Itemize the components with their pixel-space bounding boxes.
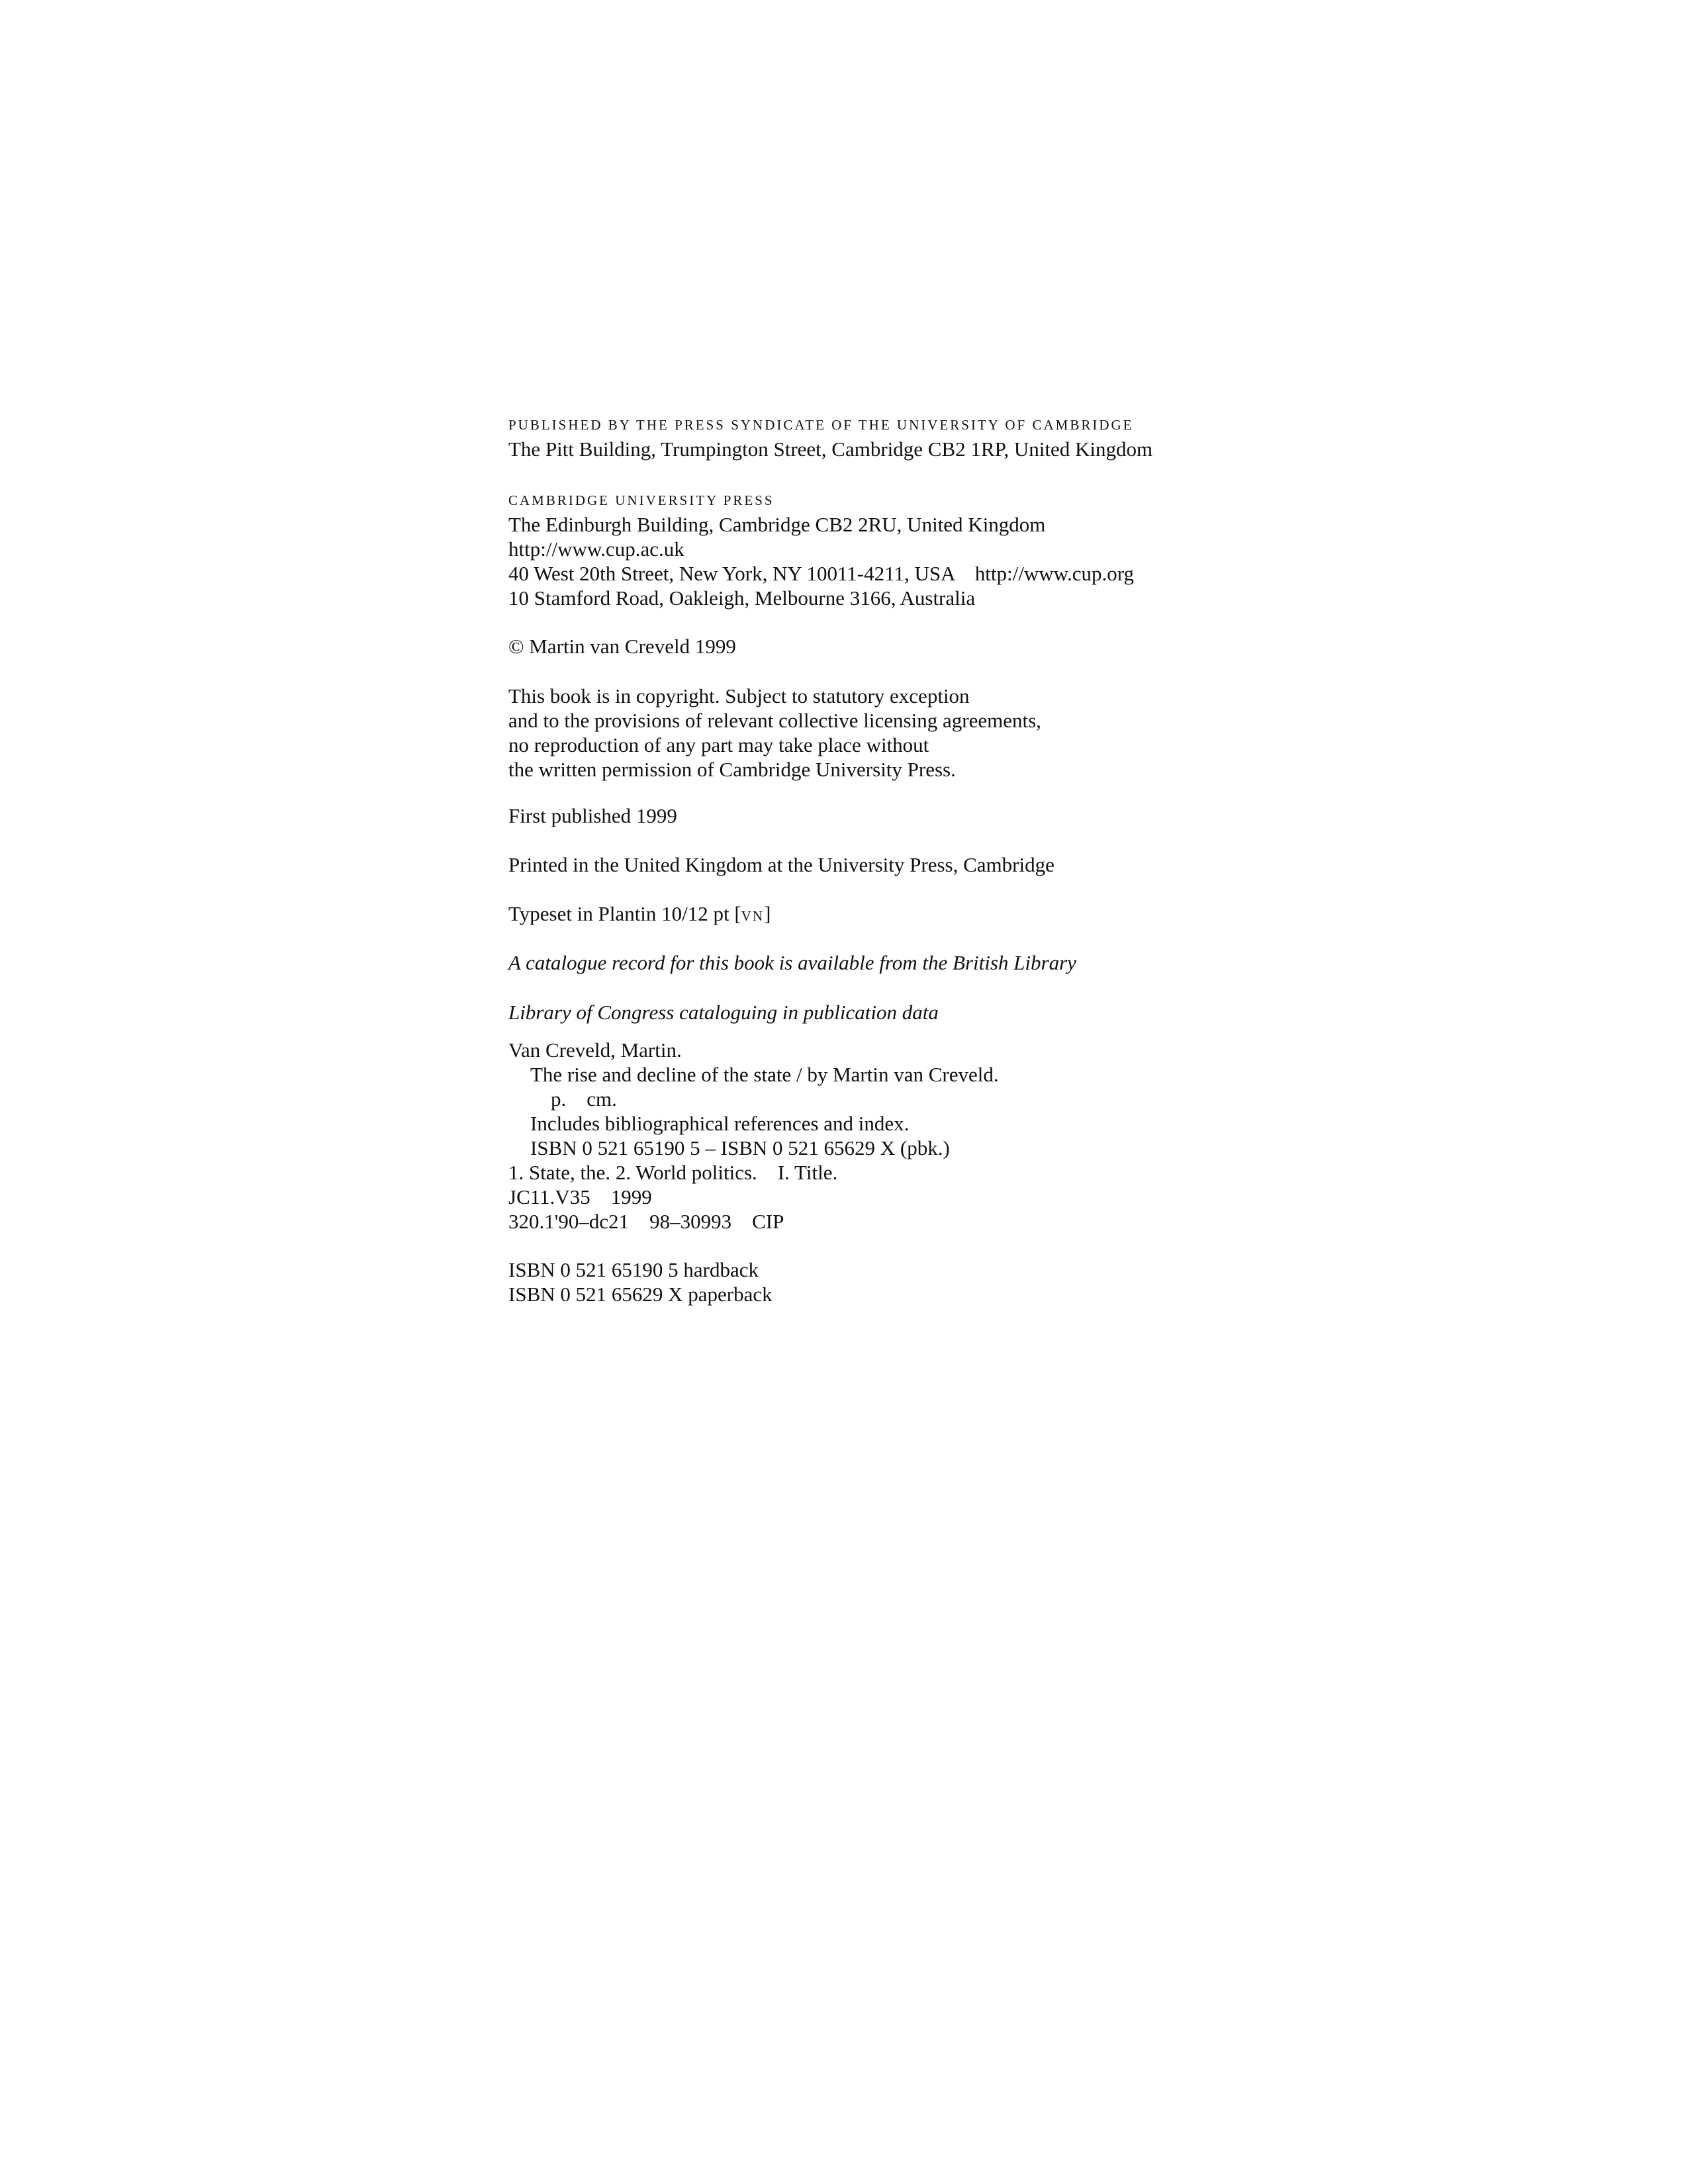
cip-block — [508, 1038, 1303, 1234]
rights-line: no reproduction of any part may take place without — [508, 733, 929, 756]
cip-title: The rise and decline of the state / by Martin van Creveld. — [530, 1063, 999, 1086]
first-published-block — [508, 803, 1303, 828]
isbn-hardback: ISBN 0 521 65190 5 hardback — [508, 1258, 759, 1281]
isbn-paperback: ISBN 0 521 65629 X paperback — [508, 1283, 773, 1306]
publisher-address: The Pitt Building, Trumpington Street, Cambridge CB2 1RP, United Kingdom — [508, 437, 1153, 461]
loc-heading-block — [508, 1000, 1303, 1024]
typeset-text: Typeset in Plantin 10/12 pt [ — [508, 902, 741, 925]
press-address-line: 10 Stamford Road, Oakleigh, Melbourne 3166, Australia — [508, 586, 976, 610]
copyright-notice: © Martin van Creveld 1999 — [508, 635, 736, 658]
cip-subjects: 1. State, the. 2. World politics. I. Title. — [508, 1161, 838, 1184]
first-published: First published 1999 — [508, 804, 677, 827]
cip-author: Van Creveld, Martin. — [508, 1038, 682, 1062]
rights-line: and to the provisions of relevant collective licensing agreements, — [508, 709, 1041, 732]
cip-isbn-line: ISBN 0 521 65190 5 – ISBN 0 521 65629 X (pbk.) — [530, 1136, 950, 1160]
cip-classification: 320.1'90–dc21 98–30993 CIP — [508, 1210, 784, 1233]
cip-pages: p. cm. — [551, 1087, 617, 1111]
catalogue-record: A catalogue record for this book is available from the British Library — [508, 951, 1076, 974]
typeset-code: VN — [741, 908, 765, 924]
press-address-line: The Edinburgh Building, Cambridge CB2 2RU, United Kingdom — [508, 513, 1046, 536]
rights-block — [508, 684, 1303, 782]
press-block — [508, 491, 1303, 610]
typeset-block — [508, 901, 1303, 929]
typeset-close: ] — [764, 902, 771, 925]
press-url-uk: http://www.cup.ac.uk — [508, 537, 684, 561]
rights-line: This book is in copyright. Subject to statutory exception — [508, 684, 970, 707]
rights-line: the written permission of Cambridge University Press. — [508, 758, 956, 781]
catalogue-block — [508, 950, 1303, 975]
publisher-block — [508, 416, 1303, 461]
publisher-heading: PUBLISHED BY THE PRESS SYNDICATE OF THE UNIVERSITY OF CAMBRIDGE — [508, 417, 1134, 433]
printed-statement: Printed in the United Kingdom at the University Press, Cambridge — [508, 853, 1055, 876]
isbn-block — [508, 1257, 1303, 1306]
loc-heading: Library of Congress cataloguing in publication data — [508, 1001, 939, 1024]
cip-includes: Includes bibliographical references and index. — [530, 1112, 910, 1135]
printed-block — [508, 852, 1303, 877]
press-heading: CAMBRIDGE UNIVERSITY PRESS — [508, 492, 774, 508]
press-address-line: 40 West 20th Street, New York, NY 10011-4211, USA http://www.cup.org — [508, 562, 1135, 585]
copyright-block — [508, 634, 1303, 659]
cip-call-number: JC11.V35 1999 — [508, 1185, 652, 1208]
typeset-statement — [508, 901, 1303, 929]
